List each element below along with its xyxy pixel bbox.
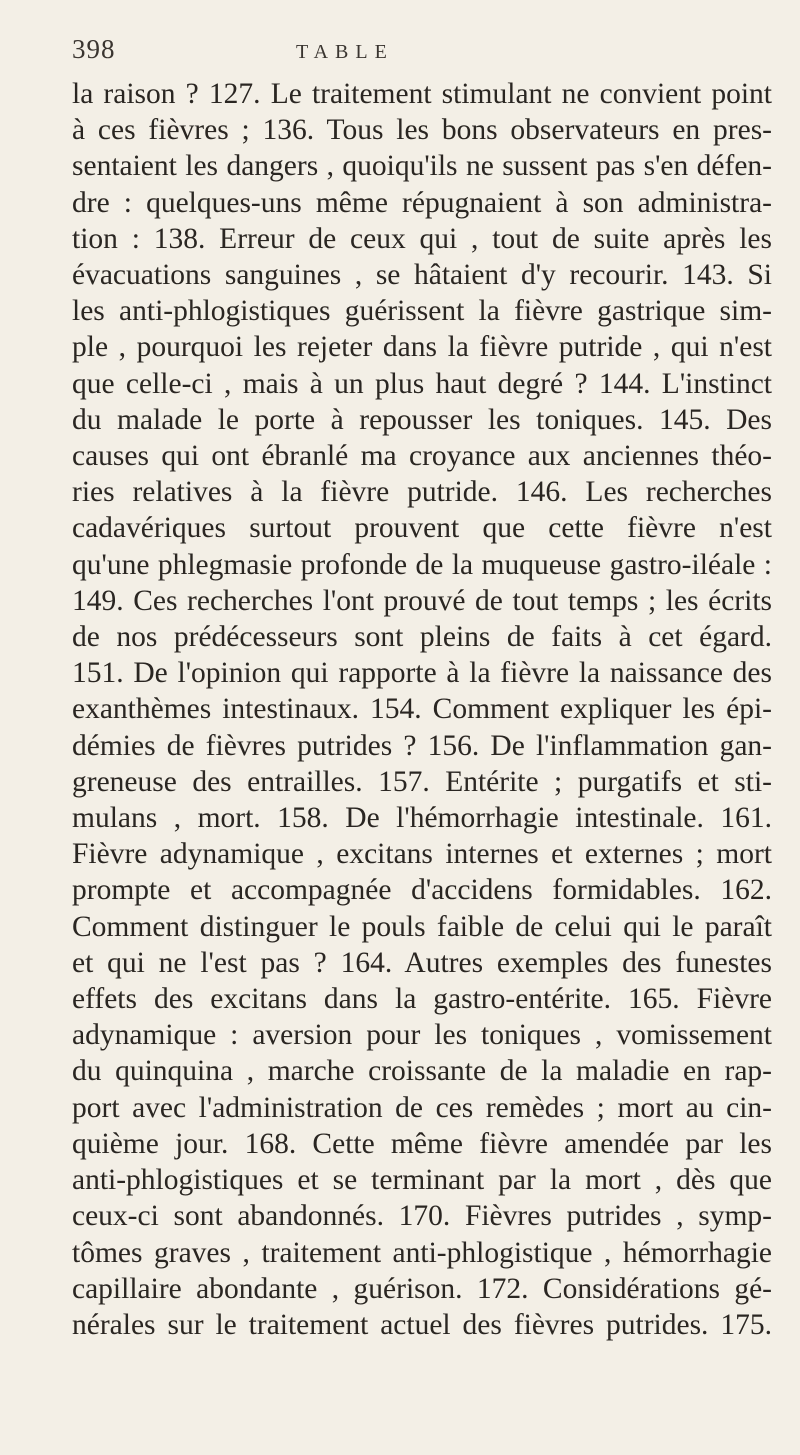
text-line: que celle-ci , mais à un plus haut degré ? 144. L'instinct xyxy=(72,367,772,400)
text-line: 151. De l'opinion qui rapporte à la fièvre la naissance des xyxy=(72,657,772,690)
text-line: causes qui ont ébranlé ma croyance aux anciennes théo- xyxy=(72,440,772,473)
text-line: les anti-phlogistiques guérissent la fièvre gastrique sim- xyxy=(72,295,772,328)
running-head xyxy=(72,34,772,74)
text-line: quième jour. 168. Cette même fièvre amendée par les xyxy=(72,1127,772,1160)
text-line: la raison ? 127. Le traitement stimulant ne convient point xyxy=(72,78,772,110)
text-line: effets des excitans dans la gastro-entérite. 165. Fièvre xyxy=(72,983,772,1016)
page-number: 398 xyxy=(72,34,116,64)
text-line: ceux-ci sont abandonnés. 170. Fièvres putrides , symp- xyxy=(72,1200,772,1233)
text-line: exanthèmes intestinaux. 154. Comment expliquer les épi- xyxy=(72,693,772,726)
text-line: Fièvre adynamique , excitans internes et externes ; mort xyxy=(72,838,772,871)
text-line: de nos prédécesseurs sont pleins de faits à cet égard. xyxy=(72,621,772,654)
text-line: du quinquina , marche croissante de la maladie en rap- xyxy=(72,1055,772,1088)
text-line: et qui ne l'est pas ? 164. Autres exemples des funestes xyxy=(72,946,772,979)
text-line: démies de fièvres putrides ? 156. De l'inflammation gan- xyxy=(72,729,772,762)
text-line: qu'une phlegmasie profonde de la muqueuse gastro-iléale : xyxy=(72,548,772,581)
text-line: greneuse des entrailles. 157. Entérite ; purgatifs et sti- xyxy=(72,765,772,798)
text-line: sentaient les dangers , quoiqu'ils ne sussent pas s'en défen- xyxy=(72,150,772,183)
running-title: TABLE xyxy=(296,41,394,63)
text-line: Comment distinguer le pouls faible de celui qui le paraît xyxy=(72,910,772,943)
text-line: tion : 138. Erreur de ceux qui , tout de suite après les xyxy=(72,222,772,255)
text-line: 149. Ces recherches l'ont prouvé de tout temps ; les écrits xyxy=(72,584,772,617)
text-line: port avec l'administration de ces remèdes ; mort au cin- xyxy=(72,1091,772,1124)
text-line: capillaire abondante , guérison. 172. Considérations gé- xyxy=(72,1272,772,1305)
text-line: évacuations sanguines , se hâtaient d'y recourir. 143. Si xyxy=(72,259,772,292)
text-line: prompte et accompagnée d'accidens formidables. 162. xyxy=(72,874,772,907)
text-line: ple , pourquoi les rejeter dans la fièvre putride , qui n'est xyxy=(72,331,772,364)
text-line: dre : quelques-uns même répugnaient à son administra- xyxy=(72,186,772,219)
text-line: cadavériques surtout prouvent que cette fièvre n'est xyxy=(72,512,772,545)
text-line: mulans , mort. 158. De l'hémorrhagie intestinale. 161. xyxy=(72,802,772,835)
text-line: à ces fièvres ; 136. Tous les bons observateurs en pres- xyxy=(72,114,772,147)
text-line: ries relatives à la fièvre putride. 146. Les recherches xyxy=(72,476,772,509)
text-line: anti-phlogistiques et se terminant par la mort , dès que xyxy=(72,1164,772,1197)
body-text xyxy=(72,76,772,1343)
text-line: adynamique : aversion pour les toniques , vomissement xyxy=(72,1019,772,1052)
text-line: du malade le porte à repousser les toniques. 145. Des xyxy=(72,403,772,436)
text-line: tômes graves , traitement anti-phlogistique , hémorrhagie xyxy=(72,1236,772,1269)
text-line: nérales sur le traitement actuel des fièvres putrides. 175. xyxy=(72,1308,772,1341)
